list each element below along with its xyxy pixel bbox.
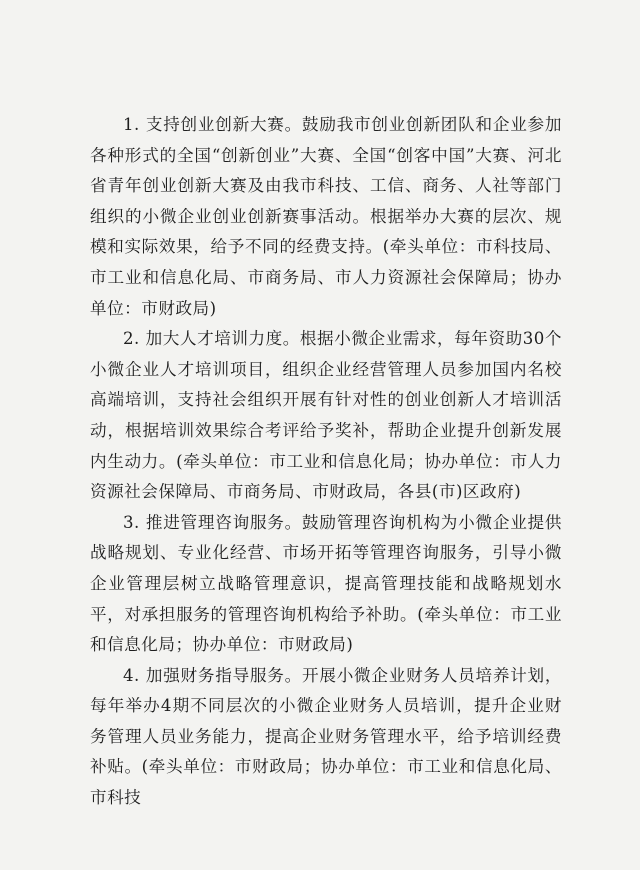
paragraph-1: 1. 支持创业创新大赛。鼓励我市创业创新团队和企业参加各种形式的全国“创新创业”大赛、全国“创客中国”大赛、河北省青年创业创新大赛及由我市科技、工信、商务、人社等部门组织的小微企业创业创新赛事活动。根据举办大赛的层次、规模和实际效果，给予不同的经费支持。(牵头单位：市科技局、市工业和信息化局、市商务局、市人力资源社会保障局；协办单位：市财政局) <box>90 115 562 318</box>
paragraph-4: 4. 加强财务指导服务。开展小微企业财务人员培养计划，每年举办4期不同层次的小微企业财务人员培训，提升企业财务管理人员业务能力，提高企业财务管理水平，给予培训经费补贴。(牵头单位：市财政局；协办单位：市工业和信息化局、市科技 <box>90 665 562 808</box>
paragraph-3: 3. 推进管理咨询服务。鼓励管理咨询机构为小微企业提供战略规划、专业化经营、市场开拓等管理咨询服务，引导小微企业管理层树立战略管理意识，提高管理技能和战略规划水平，对承担服务的管理咨询机构给予补助。(牵头单位：市工业和信息化局；协办单位：市财政局) <box>90 512 562 655</box>
paragraph-2: 2. 加大人才培训力度。根据小微企业需求，每年资助30个小微企业人才培训项目，组织企业经营管理人员参加国内名校高端培训，支持社会组织开展有针对性的创业创新人才培训活动，根据培训效果综合考评给予奖补，帮助企业提升创新发展内生动力。(牵头单位：市工业和信息化局；协办单位：市人力资源社会保障局、市商务局、市财政局，各县(市)区政府) <box>90 329 562 502</box>
